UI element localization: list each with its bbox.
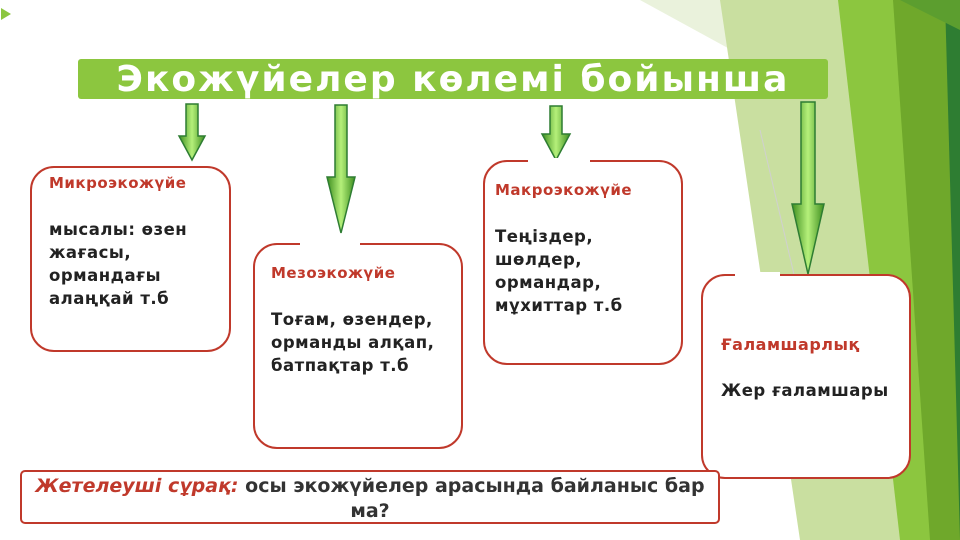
guiding-question-box [20, 470, 720, 524]
card-heading: Ғаламшарлық [721, 335, 860, 354]
card-body: Теңіздер, шөлдер, ормандар, мұхиттар т.б [495, 227, 623, 315]
card-meso-ecosystem [253, 243, 463, 449]
border-gap [300, 241, 360, 246]
card-macro-ecosystem [483, 160, 683, 365]
card-body: Тоғам, өзендер, орманды алқап, батпақтар т.б [271, 310, 435, 375]
card-heading: Мезоэкожүйе [271, 264, 396, 282]
down-arrow-icon [540, 104, 572, 162]
slide-bullet-icon [1, 8, 11, 20]
card-body: мысалы: өзен жағасы, ормандағы алаңқай т.б [49, 220, 188, 308]
card-micro-ecosystem [30, 166, 231, 352]
card-global-ecosystem [701, 274, 911, 479]
down-arrow-icon [790, 100, 826, 276]
card-heading: Микроэкожүйе [49, 174, 187, 192]
down-arrow-icon [325, 103, 357, 235]
guiding-question-text: осы экожүйелер арасында байланыс бар ма? [245, 475, 705, 522]
guiding-question-label: Жетелеуші сұрақ: [35, 475, 239, 497]
border-gap [735, 272, 780, 277]
border-gap [528, 158, 590, 163]
page-title: Экожүйелер көлемі бойынша [78, 59, 828, 99]
down-arrow-icon [177, 102, 207, 162]
card-body: Жер ғаламшары [721, 381, 889, 400]
card-heading: Макроэкожүйе [495, 181, 633, 199]
